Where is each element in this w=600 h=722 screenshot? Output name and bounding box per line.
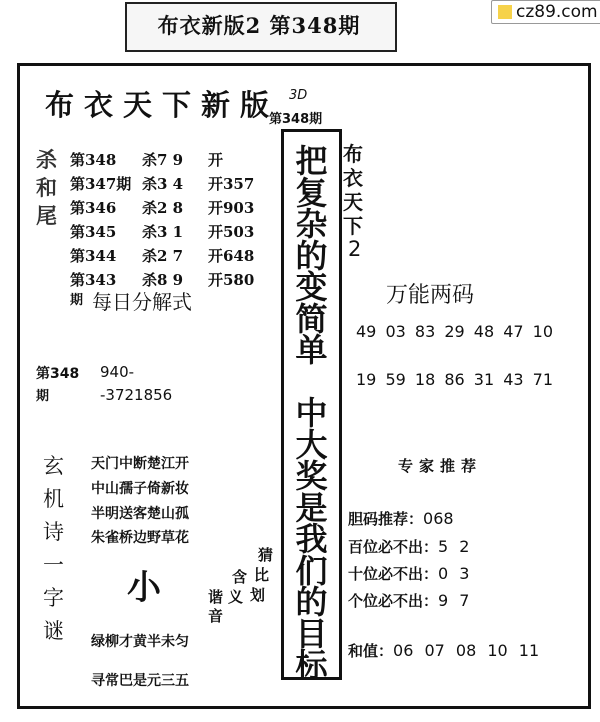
slogan-char: 杂 [295, 205, 328, 243]
slogan-char: 变 [295, 268, 328, 306]
kill-open: 开503 [208, 223, 255, 241]
dan-row [348, 508, 454, 529]
hint-cai: 猜 [258, 546, 274, 564]
slogan-char: 的 [295, 583, 328, 621]
kill-issue: 第346 [70, 199, 117, 217]
kill-open: 开648 [208, 247, 255, 265]
two-code-title: 万能两码 [386, 283, 475, 308]
daily-title: 每日分解式 [92, 290, 192, 314]
hint-yi: 义 [228, 588, 244, 606]
shi-row [348, 563, 469, 584]
kill-value: 杀2 7 [142, 247, 184, 265]
poem-label: 玄机诗一字谜 [43, 454, 64, 643]
ge-label: 个位必不出： [348, 592, 439, 610]
dan-label: 胆码推荐： [348, 510, 424, 528]
ge-value: 9 7 [438, 591, 470, 610]
hint-yin: 音 [208, 607, 224, 625]
kill-qi-char: 期 [70, 293, 84, 308]
brand-issue: 第348期 [269, 112, 323, 127]
two-code-row2: 19 59 18 86 31 43 71 [356, 370, 554, 389]
sum-label: 和值： [348, 642, 394, 660]
riddle-char: 小 [127, 568, 161, 608]
slogan-char: 们 [295, 551, 328, 590]
bai-label: 百位必不出： [348, 538, 439, 556]
shi-value: 0 3 [438, 564, 470, 583]
kill-value: 杀7 9 [142, 151, 184, 169]
daily-line1: 940- [100, 363, 135, 381]
dan-value: 068 [423, 509, 454, 528]
kill-open: 开357 [208, 175, 255, 193]
two-code-row1: 49 03 83 29 48 47 10 [356, 322, 554, 341]
kill-open: 开580 [208, 271, 255, 289]
slogan-char: 把 [295, 142, 328, 180]
daily-issue-a: 第348 [36, 366, 80, 382]
site-label[interactable]: cz89.com [516, 2, 598, 22]
slogan-char: 是 [295, 488, 328, 527]
slogan-char: 大 [295, 425, 328, 464]
right-brand-num: 2 [348, 237, 362, 261]
slogan-char: 简 [295, 299, 328, 338]
poem-bottom-1: 绿柳才黄半未匀 [91, 634, 189, 650]
kill-issue: 第343 [70, 271, 117, 289]
site-badge[interactable] [491, 0, 600, 24]
slogan-char: 标 [295, 646, 328, 684]
page-title: 布衣新版2 第348期 [157, 13, 361, 38]
kill-label: 杀和尾 [36, 147, 57, 228]
kill-issue: 第348 [70, 151, 117, 169]
slogan-char: 目 [295, 614, 328, 653]
slogan-char: 中 [295, 394, 328, 432]
kill-issue: 第345 [70, 223, 117, 241]
poem-line-3: 半明送客楚山孤 [91, 506, 189, 522]
kill-issue: 第344 [70, 247, 117, 265]
slogan-char: 奖 [295, 457, 328, 495]
kill-value: 杀2 8 [142, 199, 184, 217]
kill-value: 杀3 4 [142, 175, 184, 193]
kill-value: 杀8 9 [142, 271, 184, 289]
bai-value: 5 2 [438, 537, 470, 556]
kill-value: 杀3 1 [142, 223, 184, 241]
right-brand-label: 布衣天下 [343, 142, 363, 238]
site-logo-icon [498, 5, 512, 19]
slogan-char: 我 [295, 520, 328, 558]
ge-row [348, 590, 469, 611]
daily-issue-b: 期 [36, 389, 50, 404]
kill-issue: 第347期 [70, 175, 132, 193]
poem-line-1: 天门中断楚江开 [91, 456, 189, 472]
poem-bottom-2: 寻常巴是元三五 [91, 673, 189, 689]
hint-xie: 谐 [208, 588, 224, 606]
expert-title: 专家推荐 [398, 457, 483, 475]
sum-row [348, 640, 539, 661]
kill-open: 开 [208, 151, 224, 169]
poem-line-4: 朱雀桥边野草花 [91, 530, 189, 546]
hint-bi: 比 [254, 566, 270, 584]
bai-row [348, 536, 469, 557]
shi-label: 十位必不出： [348, 565, 439, 583]
brand-title: 布衣天下新版 [45, 88, 280, 122]
brand-3d: 3D [289, 88, 308, 103]
hint-han: 含 [232, 568, 248, 586]
slogan-char: 的 [295, 236, 328, 275]
poem-line-2: 中山孺子倚新妆 [91, 481, 189, 497]
sum-value: 06 07 08 10 11 [393, 641, 540, 660]
hint-hua: 划 [250, 586, 266, 604]
slogan-char: 复 [295, 173, 328, 212]
daily-line2: -3721856 [100, 386, 173, 404]
slogan-char: 单 [295, 331, 328, 369]
kill-open: 开903 [208, 199, 255, 217]
